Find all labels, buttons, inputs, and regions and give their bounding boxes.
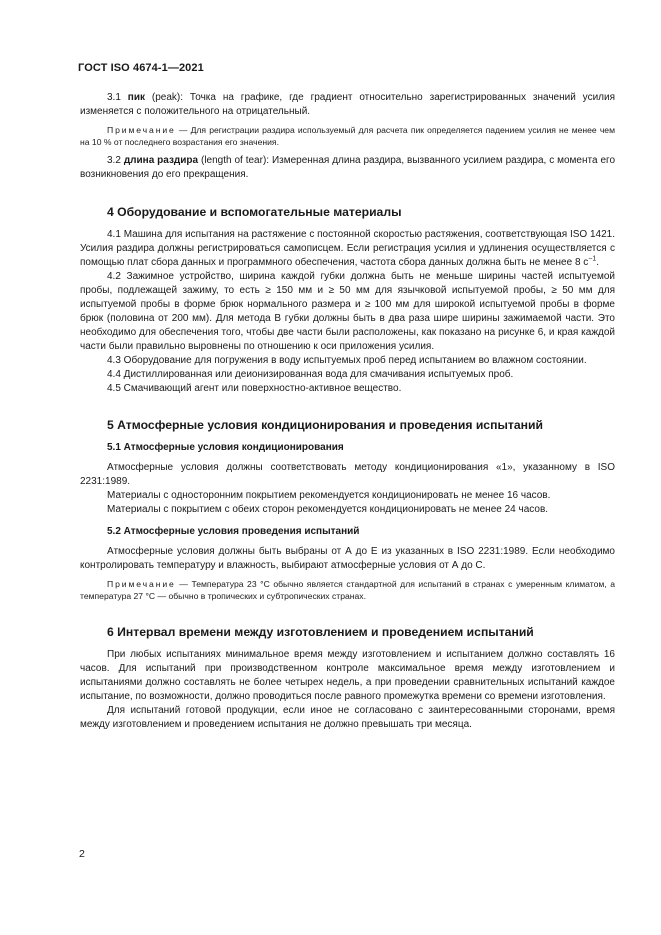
term-tear-length: длина раздира	[123, 155, 199, 166]
note-label: Примечание	[107, 125, 176, 135]
clause-4-1-text: 4.1 Машина для испытания на растяжение с постоянной скоростью растяжения, соответствующая ISO 1421. Усилия раздира должны регистрироваться самописцем. Если регистрация усилия и удлинения осуществляется с помощью плат сбора данных и программного обеспечения, частота сбора данных должна быть не менее 8 с	[80, 229, 615, 268]
note-label: Примечание	[107, 579, 176, 589]
note-text: — Для регистрации раздира используемый для расчета пик определяется падением усилия не менее чем на 10 % от последнего возрастания его значения.	[80, 125, 615, 147]
clause-4-3: 4.3 Оборудование для погружения в воду испытуемых проб перед испытанием во влажном состоянии.	[107, 355, 587, 366]
note-3-1	[80, 124, 615, 148]
clause-3-1-number: 3.1	[107, 92, 121, 103]
clause-6-para-1: При любых испытаниях минимальное время между изготовлением и испытанием должно составлять 16 часов. Для испытаний при производственном контроле максимальное время между изготовлением и испытаниями должно составлять не более четырех недель, а при проведении сравнительных испытаний каждое испытание, по возможности, должно проводиться после равного промежутка времени со времени изготовления.	[80, 649, 615, 702]
clause-3-2-text: (length of tear): Измеренная длина раздира, вызванного усилием раздира, с момента его возникновения до его прекращения.	[80, 155, 616, 180]
clause-3-1	[80, 91, 615, 119]
document-header: ГОСТ ISO 4674-1—2021	[78, 62, 204, 74]
section-6-heading: 6 Интервал времени между изготовлением и проведением испытаний	[107, 625, 534, 639]
note-text: — Температура 23 °С обычно является стандартной для испытаний в странах с умеренным климатом, а температура 27 °С — обычно в тропических и субтропических странах.	[80, 579, 615, 601]
clause-3-1-text: (peak): Точка на графике, где градиент относительно зарегистрированных значений усилия изменяется с положительного на отрицательный.	[80, 92, 615, 117]
clause-4-5: 4.5 Смачивающий агент или поверхностно-активное вещество.	[107, 383, 402, 394]
clause-5-1-b: Материалы с односторонним покрытием рекомендуется кондиционировать не менее 16 часов.	[107, 490, 551, 501]
clause-6-para-2: Для испытаний готовой продукции, если иное не согласовано с заинтересованными сторонами, время между изготовлением и проведением испытания не должно превышать три месяца.	[80, 705, 615, 730]
clause-3-2-number: 3.2	[107, 155, 121, 166]
clause-4-4: 4.4 Дистиллированная или деионизированная вода для смачивания испытуемых проб.	[107, 369, 514, 380]
page-number: 2	[79, 848, 85, 860]
clause-4-1	[80, 228, 615, 270]
section-4-heading: 4 Оборудование и вспомогательные материалы	[107, 205, 402, 219]
note-5-2	[80, 578, 615, 602]
clause-5-2: Атмосферные условия должны быть выбраны от А до Е из указанных в ISO 2231:1989. Если необходимо контролировать температуру и влажность, выбирают атмосферные условия от А до С.	[80, 546, 615, 571]
subsection-5-1-heading: 5.1 Атмосферные условия кондиционирования	[107, 442, 344, 453]
clause-3-2	[80, 154, 615, 182]
clause-5-1-c: Материалы с покрытием с обеих сторон рекомендуется кондиционировать не менее 24 часов.	[107, 504, 549, 515]
section-5-heading: 5 Атмосферные условия кондиционирования и проведения испытаний	[107, 418, 543, 432]
term-peak: пик	[127, 92, 145, 103]
document-body	[80, 91, 615, 732]
clause-4-2: 4.2 Зажимное устройство, ширина каждой губки должна быть не меньше ширины частей испытуемой пробы, подлежащей зажиму, то есть ≥ 150 мм и ≥ 50 мм для язычковой испытуемой пробы, ≥ 50 мм для испытуемой пробы в форме брюк нормального размера и ≥ 100 мм для широкой испытуемой пробы в форме брюк (половина от 200 мм). Для метода В губки должны быть в два раза шире ширины зажимаемой части. Это необходимо для обеспечения того, чтобы две части были расположены, как показано на рисунке 6, и края каждой части были правильно выровнены по отношению к оси приложения усилия.	[80, 271, 615, 352]
subsection-5-2-heading: 5.2 Атмосферные условия проведения испытаний	[107, 526, 360, 537]
clause-5-1-a: Атмосферные условия должны соответствовать методу кондиционирования «1», указанному в ISO 2231:1989.	[80, 462, 615, 487]
clause-4-1-end: .	[596, 257, 600, 268]
clause-4-1-superscript: −1	[588, 255, 597, 263]
